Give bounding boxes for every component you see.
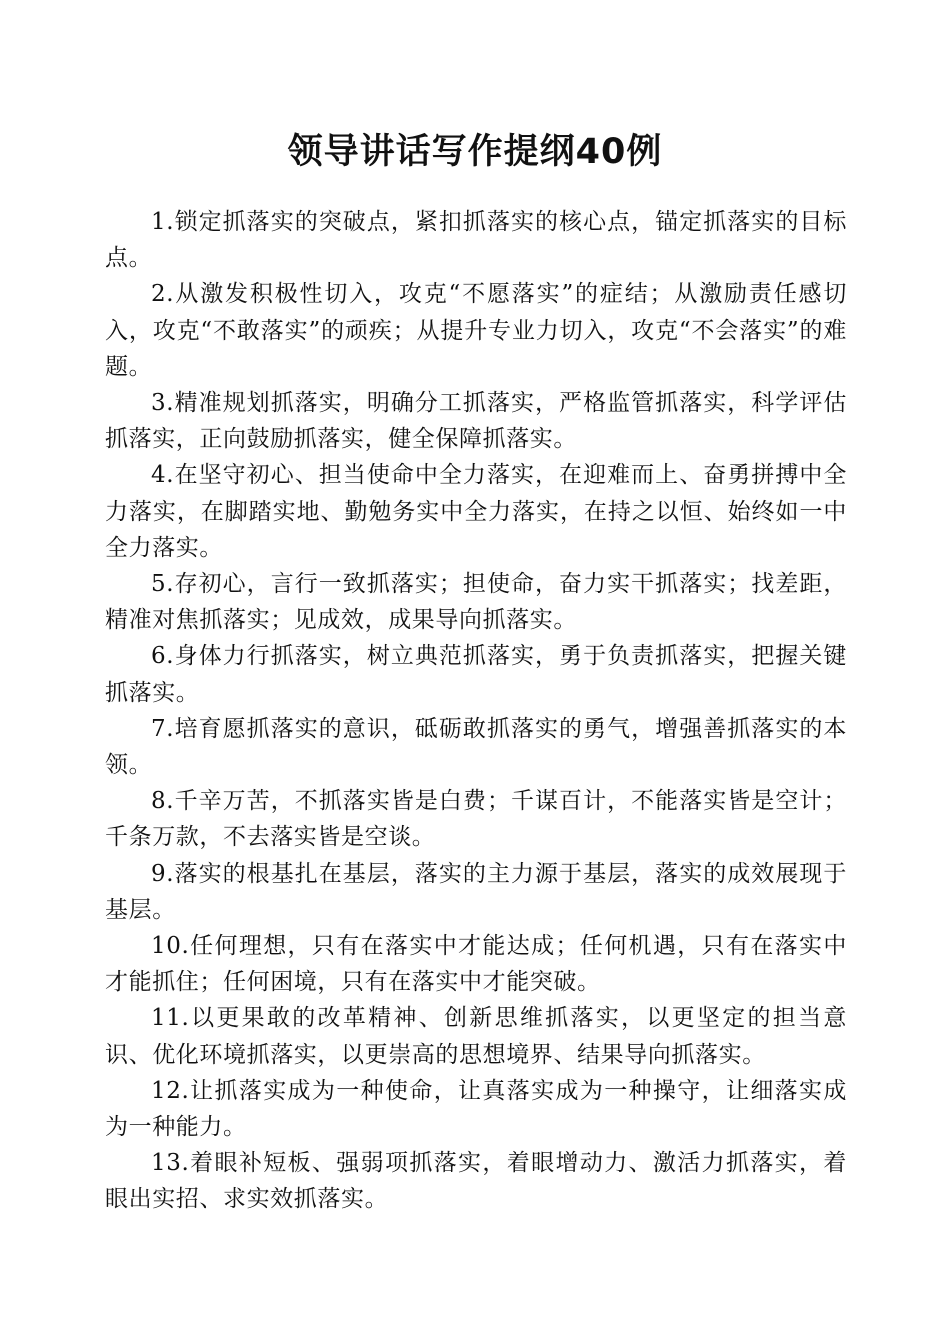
outline-item-1: 1.锁定抓落实的突破点，紧扣抓落实的核心点，锚定抓落实的目标点。 [105,209,847,272]
outline-item-2: 2.从激发积极性切入，攻克“不愿落实”的症结；从激励责任感切入，攻克“不敢落实”的顽疾；从提升专业力切入，攻克“不会落实”的难题。 [105,281,847,380]
outline-item-13: 13.着眼补短板、强弱项抓落实，着眼增动力、激活力抓落实，着眼出实招、求实效抓落实。 [105,1150,847,1213]
document-body [105,204,847,1218]
outline-item-12: 12.让抓落实成为一种使命，让真落实成为一种操守，让细落实成为一种能力。 [105,1077,847,1141]
outline-item-8: 8.千辛万苦，不抓落实皆是白费；千谋百计，不能落实皆是空计；千条万款，不去落实皆是空谈。 [105,788,847,851]
outline-item-10: 10.任何理想，只有在落实中才能达成；任何机遇，只有在落实中才能抓住；任何困境，只有在落实中才能突破。 [105,933,847,996]
outline-item-6: 6.身体力行抓落实，树立典范抓落实，勇于负责抓落实，把握关键抓落实。 [105,643,847,706]
outline-item-5: 5.存初心，言行一致抓落实；担使命，奋力实干抓落实；找差距，精准对焦抓落实；见成效，成果导向抓落实。 [105,571,847,634]
document-title: 领导讲话写作提纲40例 [287,132,663,172]
outline-item-3: 3.精准规划抓落实，明确分工抓落实，严格监管抓落实，科学评估抓落实，正向鼓励抓落实，健全保障抓落实。 [105,390,847,453]
outline-item-7: 7.培育愿抓落实的意识，砥砺敢抓落实的勇气，增强善抓落实的本领。 [105,715,847,779]
outline-item-4: 4.在坚守初心、担当使命中全力落实，在迎难而上、奋勇拼搏中全力落实，在脚踏实地、勤勉务实中全力落实，在持之以恒、始终如一中全力落实。 [105,462,847,561]
outline-item-9: 9.落实的根基扎在基层，落实的主力源于基层，落实的成效展现于基层。 [105,860,847,923]
outline-item-11: 11.以更果敢的改革精神、创新思维抓落实，以更坚定的担当意识、优化环境抓落实，以更崇高的思想境界、结果导向抓落实。 [105,1005,847,1068]
